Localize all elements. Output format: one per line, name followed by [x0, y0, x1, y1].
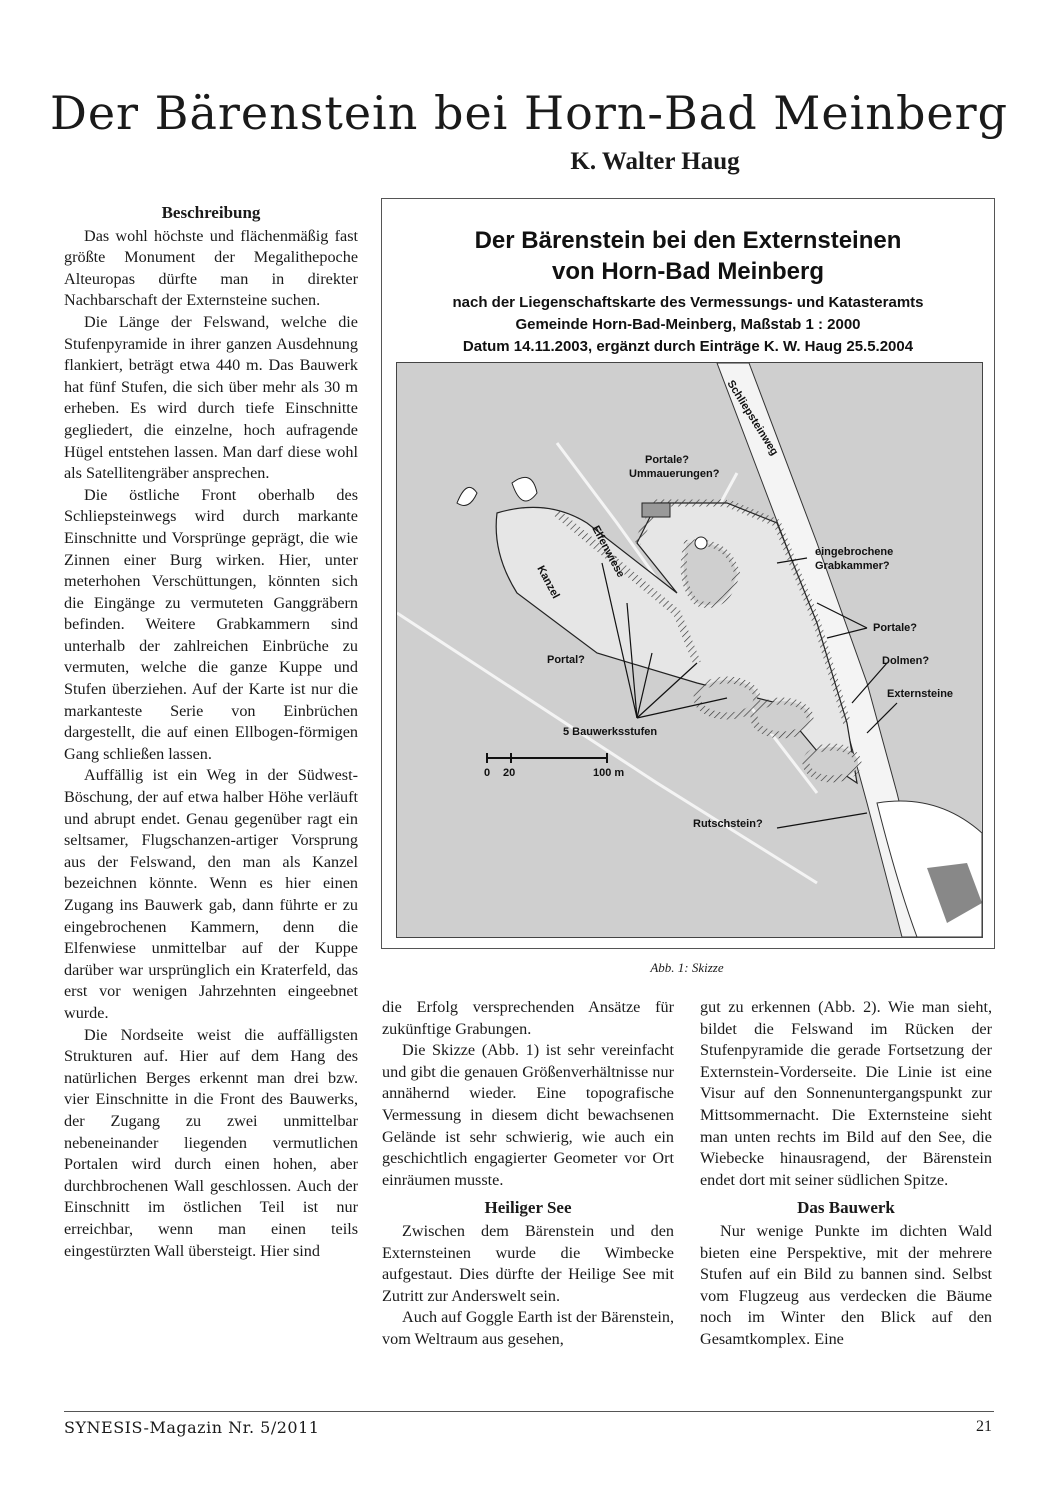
label-ummauerungen: Ummauerungen? — [629, 468, 720, 480]
figure-title-line1: Der Bärenstein bei den Externsteinen — [474, 227, 902, 254]
label-kanzel: Kanzel — [534, 563, 562, 601]
figure-subtitle-line2: Gemeinde Horn-Bad-Meinberg, Maßstab 1 : 2000 — [515, 316, 861, 333]
page-number: 21 — [976, 1418, 992, 1435]
column-3 — [700, 997, 992, 1351]
small-feature — [512, 477, 537, 501]
column-1 — [64, 202, 358, 1262]
oval-mound — [754, 701, 810, 735]
column-2 — [382, 997, 674, 1351]
paragraph: Die östliche Front oberhalb des Schliepsteinwegs wird durch markante Einschnitte und Vorsprünge geprägt, die wie Zinnen einer Burg wirken. Hier, unter meterhohen Verschüttungen, könnten sich die Eingänge zu vermuteten Ganggräbern befinden. Weitere Grabkammern sind unterhalb der zahlreichen Einbrüche zu vermuten, welche die ganze Kuppe und Stufen überziehen. Auf der Karte ist nur die markanteste Serie von Einbrüchen dargestellt, die auf einen Ellbogen-förmigen Gang schließen lassen. — [64, 485, 358, 763]
paragraph: gut zu erkennen (Abb. 2). Wie man sieht, bildet die Felswand im Rücken der Stufenpyramide die gerade Fortsetzung der Externstein-Vorderseite. Die Linie ist eine Visur auf den Sonnenuntergangspunkt zur Mittsommernacht. Die Externsteine sieht man unten rechts im Bild auf den See, die Wiebecke hinausragend, der Bärenstein endet dort mit seiner südlichen Spitze. — [700, 998, 992, 1189]
figure-subtitle-line3: Datum 14.11.2003, ergänzt durch Einträge K. W. Haug 25.5.2004 — [462, 338, 914, 355]
inner-structure — [684, 542, 737, 605]
paragraph: Zwischen dem Bärenstein und den Externsteinen wurde die Wimbecke aufgestaut. Dies dürfte der Heilige See mit Zutritt zur Anderswelt sein. — [382, 1221, 674, 1305]
figure-title-line2: von Horn-Bad Meinberg — [551, 258, 824, 285]
small-feature — [457, 487, 477, 505]
label-grabkammer: Grabkammer? — [815, 560, 890, 572]
label-elfenwiese: Elfenwiese — [589, 523, 627, 580]
portal-box — [642, 503, 670, 517]
label-scale-20: 20 — [503, 767, 516, 779]
figure-subtitle-line1: nach der Liegenschaftskarte des Vermessungs- und Katasteramts — [452, 294, 924, 311]
section-heading-heiliger-see: Heiliger See — [484, 1198, 572, 1218]
label-portal: Portal? — [547, 654, 585, 666]
label-dolmen: Dolmen? — [882, 655, 930, 667]
label-eingebrochene: eingebrochene — [815, 546, 894, 558]
figure-map-sketch — [381, 198, 995, 949]
paragraph: Nur wenige Punkte im dichten Wald bieten eine Perspektive, mit der mehrere Stufen auf ein Bild zu bannen sind. Selbst vom Flugzeug aus verdecken die Bäume noch im Winter den Blick auf den Gesamtkomplex. Eine — [700, 1221, 992, 1348]
section-heading-das-bauwerk: Das Bauwerk — [797, 1198, 895, 1218]
paragraph: Die Skizze (Abb. 1) ist sehr vereinfacht und gibt die genauen Größenverhältnisse nur annähernd wieder. Eine topografische Vermessung in diesem dicht bewachsenen Gelände ist sehr schwierig, wie auch ein geschichtlich engagierter Geometer vor Ort einräumen musste. — [382, 1041, 674, 1189]
paragraph: Die Nordseite weist die auffälligsten Strukturen auf. Hier auf dem Hang des natürlichen Berges erkennt man drei bzw. vier Einschnitte in die Front des Bauwerks, der Zugang zu zwei unmittelbar nebeneinander liegenden vermutlichen Portalen wird durch einen hohen, aber durchbrochenen Wall geschlossen. Auch der Einschnitt im östlichen Teil ist nur erreichbar, wenn man einen teils eingestürzten Wall übersteigt. Hier sind — [64, 1025, 358, 1260]
label-rutschstein: Rutschstein? — [693, 818, 763, 830]
footer-magazine: SYNESIS-Magazin Nr. 5/2011 — [64, 1418, 320, 1437]
label-portale-right: Portale? — [873, 622, 918, 634]
map-drawing — [397, 363, 982, 937]
label-schliepsteinweg: Schliepsteinweg — [724, 378, 781, 458]
paragraph: die Erfolg versprechenden Ansätze für zukünftige Grabungen. — [382, 998, 674, 1038]
paragraph: Auffällig ist ein Weg in der Südwest-Böschung, der auf etwa halber Höhe verläuft und abrupt endet. Genau gegenüber ragt ein seltsamer, Flugschanzen-artiger Vorsprung aus der Felswand, den man als Kanzel bezeichnen könnte. Wenn es hier einen Zugang ins Bauwerk gab, dann führte er zu eingebrochenen Kammern, denn die Elfenwiese unmittelbar auf der Kuppe darüber war ursprünglich ein Kraterfeld, das erst vor wenigen Jahrzehnten eingeebnet wurde. — [64, 766, 358, 1022]
paragraph: Auch auf Goggle Earth ist der Bärenstein, vom Weltraum aus gesehen, — [382, 1308, 674, 1348]
paragraph: Das wohl höchste und flächenmäßig fast größte Monument der Megalithepoche Alteuropas dürfte man in direkter Nachbarschaft der Externsteine suchen. — [64, 226, 358, 310]
label-scale-100: 100 m — [593, 767, 625, 779]
label-bauwerksstufen: 5 Bauwerksstufen — [563, 726, 658, 738]
article-author: K. Walter Haug — [570, 148, 740, 175]
section-heading-beschreibung: Beschreibung — [161, 203, 261, 222]
label-portale-top: Portale? — [645, 454, 690, 466]
oval-mound — [806, 747, 858, 779]
label-externsteine: Externsteine — [887, 688, 954, 700]
figure-caption: Abb. 1: Skizze — [650, 960, 724, 975]
label-scale-0: 0 — [484, 767, 491, 779]
paragraph: Die Länge der Felswand, welche die Stufenpyramide in ihrer ganzen Ausdehnung flankiert, beträgt etwa 440 m. Das Bauwerk hat fünf Stufen, die sich über mehr als 30 m erheben. Es wird durch tiefe Einschnitte gegliedert, die einzelne, hoch aufragende Hügel entstehen lassen. Man darf diese wohl als Satellitengräber ansprechen. — [64, 312, 358, 483]
marker — [695, 537, 707, 549]
article-title: Der Bärenstein bei Horn-Bad Meinberg — [49, 86, 1009, 140]
map-area — [396, 362, 983, 938]
footer-divider — [64, 1411, 994, 1412]
